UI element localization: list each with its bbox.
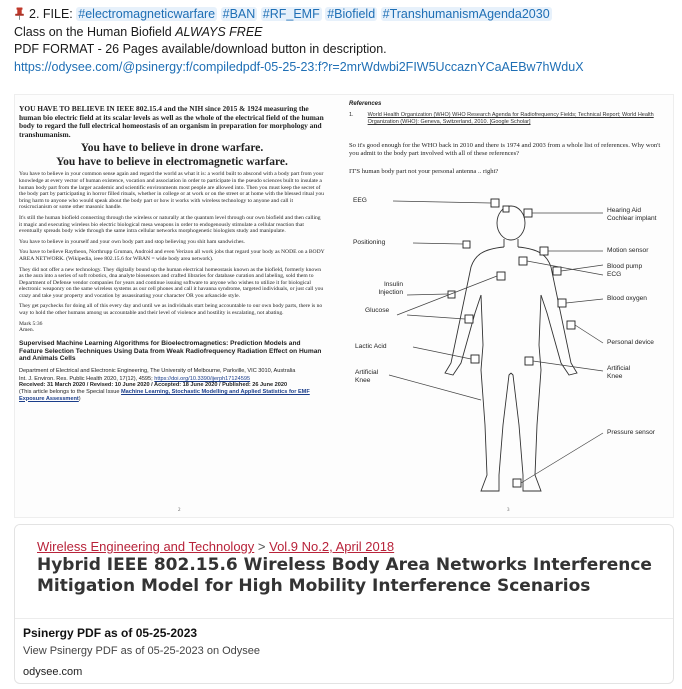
hashtag-electromagneticwarfare[interactable]: #electromagneticwarfare — [78, 7, 216, 21]
rp-references-title: References — [349, 101, 382, 107]
lp-doi-link: https://doi.org/10.3390/ijerph17124595 — [154, 375, 251, 382]
post-prefix: 2. FILE: — [29, 7, 73, 21]
label-personal-device: Personal device — [607, 339, 654, 346]
pushpin-icon — [14, 7, 25, 20]
card-banner-image — [15, 525, 673, 619]
card-domain: odysee.com — [23, 666, 83, 678]
label-artificial-knee-right: Artificial Knee — [607, 365, 631, 380]
lp-journal: Int. J. Environ. Res. Public Health 2020, 17(12), 4595; — [19, 375, 153, 382]
lp-h1-drone: You have to believe in drone warfare. — [80, 142, 264, 155]
lp-affiliation: Department of Electrical and Electronic Engineering, The University of Melbourne, Parkville, VIC 3010, Australia — [19, 368, 296, 375]
rp-paragraph-2: IT'S human body part not your personal antenna .. right? — [349, 168, 499, 175]
label-blood-oxygen: Blood oxygen — [607, 295, 647, 302]
hashtag-ban[interactable]: #BAN — [222, 7, 256, 21]
hashtag-biofield[interactable]: #Biofield — [327, 7, 376, 21]
odysee-url-link[interactable]: https://odysee.com/@psinergy:f/compiledpdf-05-25-23:f?r=2mrWdwbi2FIW5UccaznYCaAEBw7hWduX — [14, 59, 584, 74]
banner-article-title: Hybrid IEEE 802.15.6 Wireless Body Area Networks Interference Mitigation Model for High Mobility Interference Scenarios — [37, 555, 652, 596]
label-eeg: EEG — [353, 197, 367, 204]
card-heading[interactable]: Psinergy PDF as of 05-25-2023 — [23, 626, 198, 640]
crumb-separator: > — [257, 539, 266, 554]
crumb-journal: Wireless Engineering and Technology — [37, 539, 255, 554]
lp-special-suffix: ) — [78, 395, 81, 402]
lp-paragraph-4: You have to believe Raytheon, Northrupp Gruman, Android and even Verizon all work jobs that regard your body as NODE on a BODY AREA NETWORK. (Wikipedia, ieee 802.15.6 for WBAN = wide body area network). — [19, 249, 325, 262]
lp-journal-line — [19, 376, 325, 383]
post-line-class — [14, 24, 674, 42]
lp-paragraph-3: You have to believe in yourself and your own body part and stop believing you shit ham sandwiches. — [19, 238, 245, 245]
label-motion-sensor: Motion sensor — [607, 247, 649, 254]
label-insulin-injection: Insulin Injection — [378, 281, 403, 296]
body-sensor-diagram — [353, 195, 669, 505]
crumb-issue: Vol.9 No.2, April 2018 — [269, 539, 395, 554]
lp-h1-electromagnetic: You have to believe in electromagnetic warfare. — [56, 156, 288, 169]
label-glucose: Glucose — [365, 307, 390, 314]
label-hearing-aid: Hearing Aid Cochlear implant — [607, 207, 657, 222]
label-blood-pump-ecg: Blood pump ECG — [607, 263, 643, 278]
pdf-page-right — [333, 95, 674, 518]
label-pressure-sensor: Pressure sensor — [607, 429, 656, 436]
rp-ref-number: 1. — [349, 112, 354, 118]
journal-breadcrumb — [37, 539, 673, 554]
pdf-preview-image[interactable] — [14, 94, 674, 518]
lp-heading: YOU HAVE TO BELIEVE IN IEEE 802.15.4 and the NIH since 2015 & 1924 measuring the human bio electric field at its scalar levels as well as the whole of the electrical field of the human body to regard the full electrical homeostasis of an organism in preparation for morphology and transhumanism. — [19, 104, 324, 139]
lp-paragraph-2: It's still the human biofield connecting through the wireless or naturally at the quantum level through our own biofield and then calling it magic and executing wireless bio electric biological mesa weapons in order to endogenously stimulate a cellular reaction that eventually spreads body wide through the same intra cellular networks morphogenetic biologists study and manipulate. — [19, 214, 321, 235]
rp-reference-1 — [349, 112, 669, 126]
class-emphasis: ALWAYS FREE — [175, 24, 263, 39]
lp-amen: Amen. — [19, 327, 35, 334]
lp-verse: Mark 5:36 — [19, 320, 43, 327]
post-line-format: PDF FORMAT - 26 Pages available/download button in description. — [14, 42, 387, 56]
rp-ref-text: World Health Organization (WHO) WHO Research Agenda for Radiofrequency Fields; Technical Report; World Health Organization (WHO): Geneva, Switzerland, 2010. [Google Scholar] — [367, 112, 654, 125]
label-artificial-knee-left: Artificial Knee — [355, 369, 379, 384]
hashtag-rf-emf[interactable]: #RF_EMF — [262, 7, 320, 21]
card-description: View Psinergy PDF as of 05-25-2023 on Odysee — [23, 645, 261, 657]
lp-dates: Received: 31 March 2020 / Revised: 10 June 2020 / Accepted: 18 June 2020 / Published: 26 June 2020 — [19, 382, 288, 389]
rp-paragraph-1: So it's good enough for the WHO back in 2010 and there is 1974 and 2003 from a whole list of references. Why won't you admit to the body part involved with all of these references? — [349, 141, 661, 157]
post-text — [14, 6, 674, 76]
card-body — [23, 625, 663, 680]
lp-special-link: Machine Learning, Stochastic Modelling and Applied Statistics for EMF Exposure Assessment — [19, 389, 310, 402]
lp-paper-title: Supervised Machine Learning Algorithms for Bioelectromagnetics: Prediction Models and Feature Selection Techniques Using Data from Weak Radiofrequency Radiation Effect on Human and Animals Cells — [19, 339, 322, 363]
label-positioning: Positioning — [353, 239, 386, 246]
hashtag-transhumanismagenda2030[interactable]: #TranshumanismAgenda2030 — [382, 7, 550, 21]
lp-paragraph-6: They get paychecks for doing all of this every day and until we as individuals start being accountable to our own body parts, there is no way to hold the other humans among us accountable and their level of violence and hostility is escalating, not abating. — [19, 303, 323, 317]
lp-paragraph-5: They did not offer a new technology. They digitally bound up the human electrical homeostasis known as the biofield, formerly known as the aura into a series of soft robotics, dna analyte biosensors and crafted libraries for database curation and labeling, sold them to Department of Defense vendor companies for years and continue issuing software to anyone who wishes to utilize it for biological electronic weaponry on the same wireless systems as our cell phones and call it havanna syndrome, targeted individuals, or just call you crazy and take your property and vocation by assassinating your character OR you arkancide style. — [19, 266, 324, 299]
pdf-page-left — [15, 95, 331, 518]
lp-special-issue — [19, 389, 325, 402]
rp-page-number: 3 — [507, 508, 510, 513]
lp-special-prefix: (This article belongs to the Special Issue — [19, 389, 120, 396]
label-lactic-acid: Lactic Acid — [355, 343, 387, 350]
post-line-url — [14, 59, 674, 77]
post-line-file — [14, 6, 674, 24]
lp-paragraph-1: You have to believe in your common sense again and regard the world as what it is: a world built to abscond with a body part from your knowledge at every vector of human existence, vocation and association in order to participate in the pseudo sciences built to insulate a human body part from the larger academic and scientific environments most people are allowed into. Then you must keep the secret of the body part by participating in horror filled rituals, whether in college or at work or on the street or at home with the blessed ritual you bring harm to anyone who would speak about the body part or how it works with wireless technology to anyone and call it rosicrucianism or some other masonic handle. — [19, 171, 324, 211]
class-text: Class on the Human Biofield — [14, 24, 172, 39]
body-figure-drawing — [353, 195, 669, 505]
link-preview-card[interactable] — [14, 524, 674, 684]
lp-page-number: 2 — [178, 508, 181, 513]
